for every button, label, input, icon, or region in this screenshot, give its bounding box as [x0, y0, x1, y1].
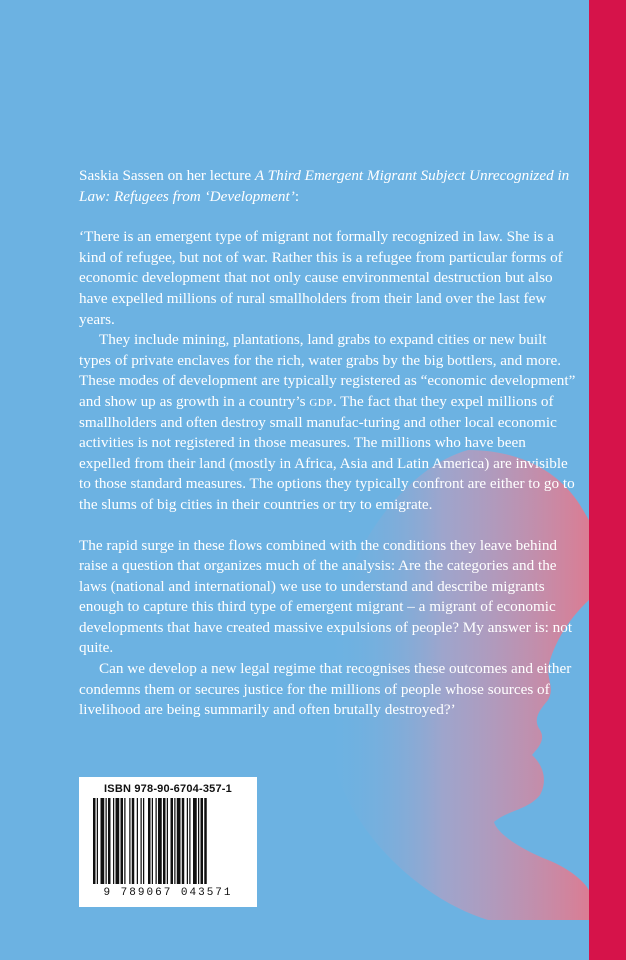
barcode-bar — [182, 798, 185, 884]
paragraph-2 — [79, 330, 579, 515]
spine-stripe — [589, 0, 626, 960]
barcode-bar — [93, 798, 96, 884]
barcode-bar — [189, 798, 190, 884]
barcode-panel — [79, 777, 257, 907]
barcode-bar — [113, 798, 114, 884]
isbn-label: ISBN 978-90-6704-357-1 — [104, 783, 232, 795]
paragraph-4: Can we develop a new legal regime that recognises these outcomes and either condemns them or secures justice for the millions of people whose sources of livelihood are being summarily and often brutally destroyed?’ — [79, 660, 572, 719]
paragraph-3: The rapid surge in these flows combined with the conditions they leave behind raise a question that organizes much of the analysis: Are the categories and the laws (national and international) we use to understand and describe migrants enough to capture this third type of emergent migrant – a migrant of economic developments that have created massive expulsions of people? My answer is: not quite. — [79, 536, 573, 657]
barcode-bar — [174, 798, 175, 884]
barcode-bar — [143, 798, 144, 884]
barcode-bar — [108, 798, 111, 884]
barcode-bar — [97, 798, 98, 884]
barcode-bars — [89, 798, 247, 886]
barcode-bar — [171, 798, 174, 884]
barcode-bar — [204, 798, 207, 884]
barcode-bar — [193, 798, 197, 884]
barcode-bar — [152, 798, 153, 884]
intro-line — [79, 166, 579, 207]
barcode-bar — [124, 798, 125, 884]
intro-tail: : — [294, 187, 300, 205]
barcode-bar — [101, 798, 105, 884]
barcode-bar — [167, 798, 168, 884]
paragraph-2-part-a: They include mining, plantations, land grabs to expand cities or new built types of private enclaves for the rich, water grabs by the big bottlers, and more. These modes of development are typically registered as “economic development” and show up as growth in a country’s — [79, 331, 576, 410]
barcode-bar — [156, 798, 157, 884]
barcode-digits: 9 789067 043571 — [103, 887, 233, 899]
barcode-bar — [158, 798, 162, 884]
barcode-bar — [148, 798, 151, 884]
intro-lead: Saskia Sassen on her lecture — [79, 167, 255, 184]
lecture-title: A Third Emergent Migrant Subject Unrecognized in Law: Refugees from ‘Development’ — [79, 167, 570, 205]
barcode-bar — [129, 798, 130, 884]
barcode-bar — [121, 798, 124, 884]
paragraph-2-part-b: . The fact that they expel millions of smallholders and often destroy small manufac-turing and other local economic activities is not registered in those measures. The millions who have been expelled from their land (mostly in Africa, Asia and Latin America) are invisible to those standard measures. The options they typically confront are either to go to the slums of big cities in their countries or try to emigrate. — [79, 392, 575, 513]
back-cover-text — [79, 166, 579, 721]
paragraph-1: ‘There is an emergent type of migrant not formally recognized in law. She is a kind of refugee, but not of war. Rather this is a refugee from particular forms of economic development that not only cause environmental destruction but also have expelled millions of rural smallholders from their land over the last few years. — [79, 228, 563, 328]
gdp-abbreviation: gdp — [309, 392, 333, 410]
barcode-bar — [106, 798, 107, 884]
barcode-bar — [201, 798, 204, 884]
barcode-bar — [187, 798, 188, 884]
barcode-bar — [141, 798, 142, 884]
barcode-bar — [137, 798, 138, 884]
barcode-bar — [132, 798, 135, 884]
barcode-bar — [163, 798, 166, 884]
barcode-bar — [177, 798, 181, 884]
barcode-bar — [116, 798, 120, 884]
barcode-bar — [198, 798, 199, 884]
